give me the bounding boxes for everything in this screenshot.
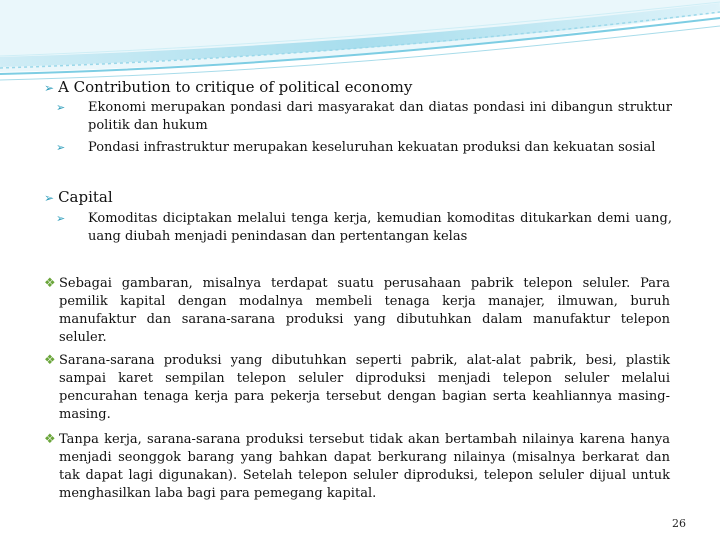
arrow-bullet-icon: ➢	[44, 191, 55, 205]
diamond-bullet-text: Sebagai gambaran, misalnya terdapat suatu perusahaan pabrik telepon seluler. Para pemilik kapital dengan modalnya membeli tenaga kerja manajer, ilmuwan, buruh manufaktur dan sarana-sarana produksi yang dibutuhkan dalam manufaktur telepon seluler.	[59, 276, 670, 345]
diamond-bullet-text: Tanpa kerja, sarana-sarana produksi tersebut tidak akan bertambah nilainya karena hanya menjadi seonggok barang yang bahkan dapat berkurang nilainya (misalnya berkarat dan tak dapat lagi digunakan). Setelah telepon seluler diproduksi, telepon seluler dijual untuk menghasilkan laba bagi para pemegang kapital.	[59, 432, 670, 501]
sub-bullet-text: Ekonomi merupakan pondasi dari masyarakat dan diatas pondasi ini dibangun struktur politik dan hukum	[88, 100, 672, 133]
diamond-bullet-text: Sarana-sarana produksi yang dibutuhkan seperti pabrik, alat-alat pabrik, besi, plastik sampai karet sempilan telepon seluler diproduksi menjadi telepon seluler melalui pencurahan tenaga kerja para pekerja tersebut dengan bagian serta keahliannya masing-masing.	[59, 353, 670, 422]
arrow-bullet-icon: ➢	[44, 81, 55, 95]
diamond-bullet-2	[44, 352, 670, 424]
sub-bullet-3	[56, 210, 672, 246]
diamond-bullet-icon: ❖	[44, 276, 56, 291]
bullet-heading-2	[44, 188, 113, 208]
arrow-bullet-icon: ➢	[56, 101, 66, 114]
sub-bullet-2	[56, 139, 672, 157]
sub-bullet-1	[56, 99, 672, 135]
bullet-heading-1	[44, 78, 412, 98]
arrow-bullet-icon: ➢	[56, 212, 66, 225]
diamond-bullet-icon: ❖	[44, 432, 56, 447]
bullet-title: A Contribution to critique of political economy	[58, 78, 413, 96]
page-number: 26	[672, 517, 686, 530]
diamond-bullet-1	[44, 275, 670, 347]
sub-bullet-text: Pondasi infrastruktur merupakan keseluruhan kekuatan produksi dan kekuatan sosial	[88, 140, 656, 155]
bullet-title: Capital	[58, 188, 113, 206]
diamond-bullet-icon: ❖	[44, 353, 56, 368]
arrow-bullet-icon: ➢	[56, 141, 66, 154]
sub-bullet-text: Komoditas diciptakan melalui tenga kerja, kemudian komoditas ditukarkan demi uang, uang diubah menjadi penindasan dan pertentangan kelas	[88, 211, 672, 244]
diamond-bullet-3	[44, 431, 670, 503]
